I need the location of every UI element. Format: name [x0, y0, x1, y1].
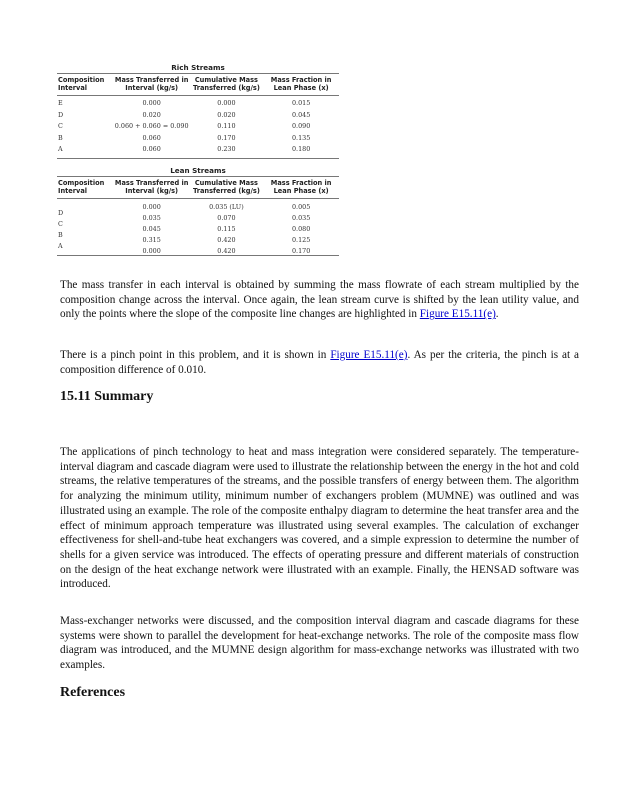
cell-fraction: 0.125 [291, 236, 311, 244]
header-composition-interval: Composition Interval [58, 76, 105, 92]
header-mass-fraction: Mass Fraction in Lean Phase (x) [270, 76, 332, 92]
cell-fraction: 0.080 [291, 225, 311, 233]
cell-fraction: 0.090 [291, 122, 311, 130]
cell-mass-transferred: 0.020 [142, 110, 161, 119]
lean-table-body [57, 199, 339, 256]
figure-e15-11e-link[interactable]: Figure E15.11(e) [330, 349, 408, 361]
rich-table-header [57, 73, 339, 96]
summary-heading: 15.11 Summary [60, 389, 154, 404]
table-row [57, 121, 339, 133]
cell-mass-transferred: 0.060 [142, 133, 161, 142]
cell-mass-transferred: 0.315 [142, 236, 161, 244]
cell-fraction: 0.035 [291, 214, 311, 222]
cell-interval: E [58, 99, 63, 107]
para1-end: . [495, 308, 499, 321]
cell-fraction: 0.005 [291, 203, 311, 211]
cell-cumulative: 0.170 [217, 133, 236, 142]
table-row [57, 246, 339, 256]
header-mass-transferred: Mass Transferred in Interval (kg/s) [114, 76, 189, 92]
lean-table-title: Lean Streams [170, 166, 226, 175]
header-cumulative-mass: Cumulative Mass Transferred (kg/s) [192, 76, 260, 92]
cell-fraction: 0.170 [291, 247, 311, 255]
cell-mass-transferred: 0.035 [142, 214, 161, 222]
pinch-paragraph [60, 348, 579, 377]
table-row [57, 202, 339, 212]
cell-mass-transferred: 0.000 [142, 247, 161, 255]
para1-text: The mass transfer in each interval is obtained by summing the mass flowrate of each stream multiplied by the composition change across the interval. Once again, the lean stream curve is shifted by the lean utility value, and only the points where the slope of the composite line changes are highlighted in [60, 279, 579, 321]
cell-cumulative: 0.420 [217, 236, 236, 244]
cell-cumulative: 0.020 [217, 110, 236, 119]
cell-mass-transferred: 0.000 [142, 203, 161, 211]
table-row [57, 110, 339, 122]
cell-cumulative: 0.000 [217, 99, 236, 107]
cell-cumulative: 0.115 [217, 225, 236, 233]
cell-interval: B [58, 133, 63, 142]
cell-interval: D [58, 110, 64, 119]
rich-table-body [57, 96, 339, 159]
cell-interval: C [58, 122, 63, 130]
para2-text-after: . As per the criteria, the pinch is at a composition difference of 0.010. [60, 349, 580, 376]
table-row [57, 133, 339, 145]
header-composition-interval: Composition Interval [58, 179, 105, 195]
interval-label: C [58, 220, 63, 228]
header-mass-fraction: Mass Fraction in Lean Phase (x) [270, 179, 332, 195]
mass-transfer-paragraph [60, 278, 579, 322]
cell-cumulative: 0.110 [217, 122, 236, 130]
references-heading: References [60, 685, 126, 700]
cell-mass-transferred: 0.060 + 0.060 = 0.090 [114, 122, 189, 130]
rich-table-title: Rich Streams [171, 63, 225, 72]
header-cumulative-mass: Cumulative Mass Transferred (kg/s) [192, 179, 260, 195]
cell-cumulative: 0.035 (LU) [209, 203, 244, 211]
figure-e15-11e-link[interactable]: Figure E15.11(e) [419, 308, 496, 321]
summary-paragraph-1: The applications of pinch technology to heat and mass integration were considered separately. The temperature-interval diagram and cascade diagram were used to illustrate the relationship between the energy in the hot and cold streams, the relative temperatures of the streams, and the possible transfers of energy between them. The algorithm for analyzing the minimum utility, minimum number of exchangers problem (MUMNE) was outlined and was illustrated using an example. The role of the composite enthalpy diagram to determine the heat transfer area and the effect of minimum approach temperature was illustrated using several examples. The calculation of exchanger effectiveness for shell-and-tube heat exchangers was covered, and a simple expression to determine the number of shells for a given service was introduced. The effects of operating pressure and different materials of construction on the design of the heat exchange network were illustrated with an example. Finally, the HENSAD software was introduced. [60, 446, 579, 591]
table-row [57, 235, 339, 245]
lean-streams-table [57, 166, 339, 256]
interval-label: A [58, 242, 63, 250]
header-mass-transferred: Mass Transferred in Interval (kg/s) [114, 179, 189, 195]
cell-cumulative: 0.070 [217, 214, 236, 222]
cell-interval: A [58, 145, 63, 153]
cell-fraction: 0.045 [291, 110, 311, 119]
summary-paragraph-2: Mass-exchanger networks were discussed, and the composition interval diagram and cascade diagrams for these systems were shown to parallel the development for heat-exchange networks. The role of the composite mass flow diagram was introduced, and the MUMNE design algorithm for mass-exchange networks was illustrated with two examples. [60, 615, 579, 672]
table-row [57, 144, 339, 156]
para2-text-before: There is a pinch point in this problem, and it is shown in [60, 349, 331, 361]
table-row [57, 213, 339, 223]
cell-fraction: 0.135 [291, 133, 311, 142]
cell-mass-transferred: 0.060 [142, 145, 161, 153]
interval-label: D [58, 209, 64, 217]
cell-cumulative: 0.230 [217, 145, 236, 153]
rich-streams-table [57, 63, 339, 159]
cell-mass-transferred: 0.000 [142, 99, 161, 107]
cell-fraction: 0.180 [291, 145, 311, 153]
lean-table-header [57, 176, 339, 199]
table-row [57, 98, 339, 110]
interval-label: B [58, 231, 63, 239]
table-row [57, 224, 339, 234]
cell-cumulative: 0.420 [217, 247, 236, 255]
cell-mass-transferred: 0.045 [142, 225, 161, 233]
cell-fraction: 0.015 [291, 99, 311, 107]
